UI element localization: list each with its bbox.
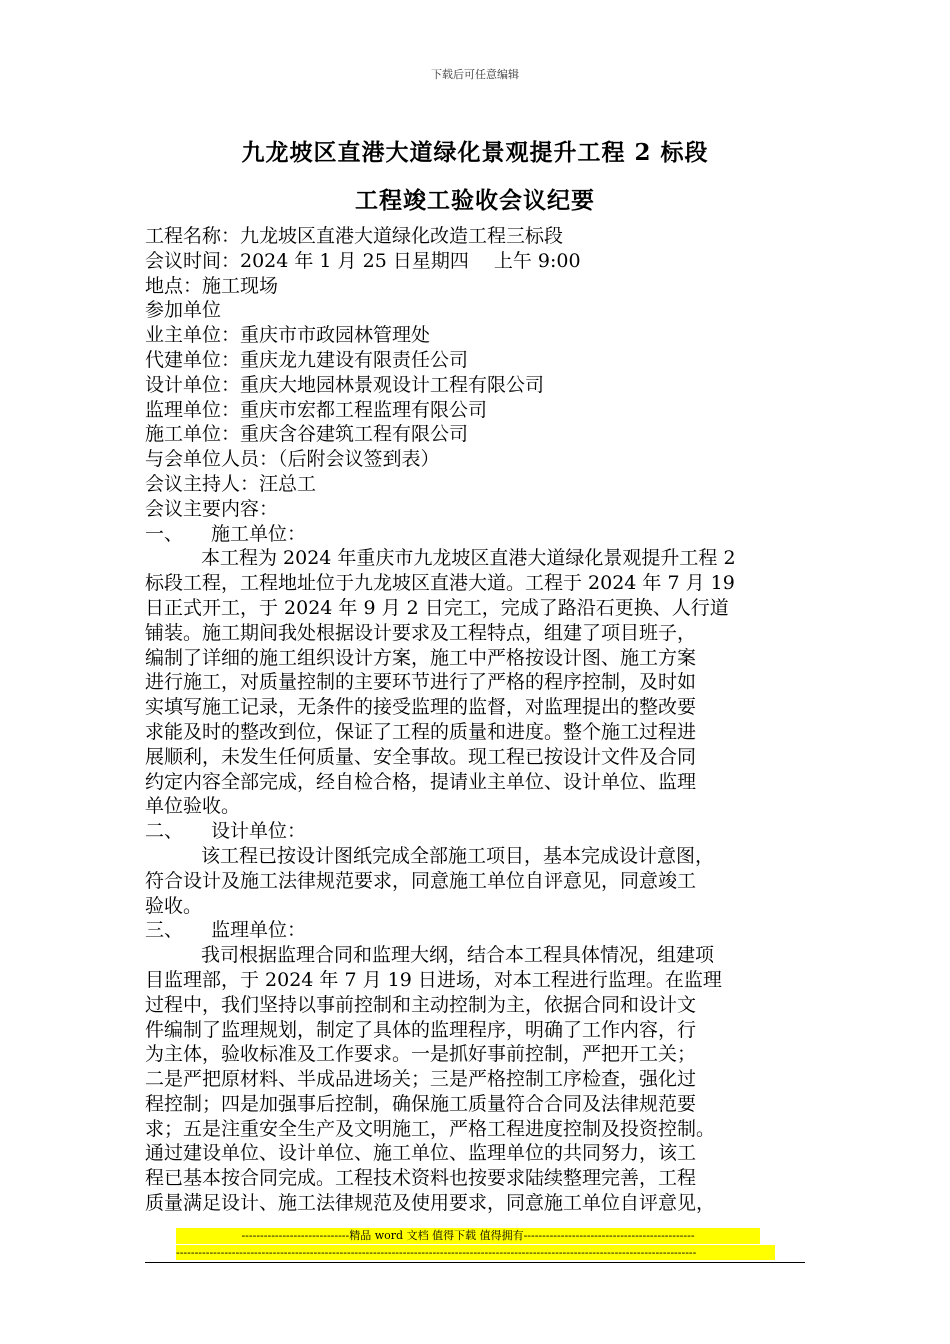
paragraph-line: 进行施工，对质量控制的主要环节进行了严格的程序控制，及时如 — [145, 671, 697, 694]
footer-divider — [145, 1262, 805, 1263]
info-construction-unit: 施工单位：重庆含谷建筑工程有限公司 — [145, 423, 469, 446]
paragraph-line: 为主体，验收标准及工作要求。一是抓好事前控制，严把开工关； — [145, 1043, 697, 1066]
footer-banner-line-2: -------------------------------------------------------------------------------------------------------------------------------------------- — [176, 1245, 775, 1260]
paragraph-line: 目监理部，于 2024 年 7 月 19 日进场，对本工程进行监理。在监理 — [145, 968, 722, 991]
info-participants-heading: 参加单位 — [145, 299, 222, 322]
paragraph-line: 该工程已按设计图纸完成全部施工项目，基本完成设计意图， — [201, 844, 715, 867]
footer-banner-line-1: -----------------------------精品 word 文档 值得下载 值得拥有---------------------------------------------- — [176, 1228, 760, 1244]
paragraph-line: 我司根据监理合同和监理大纲，结合本工程具体情况，组建项 — [201, 944, 715, 967]
section-heading-supervision — [145, 918, 810, 943]
paragraph-line: 程已基本按合同完成。工程技术资料也按要求陆续整理完善，工程 — [145, 1167, 697, 1190]
paragraph-line: 编制了详细的施工组织设计方案，施工中严格按设计图、施工方案 — [145, 646, 697, 669]
paragraph-line: 实填写施工记录，无条件的接受监理的监督，对监理提出的整改要 — [145, 696, 697, 719]
info-agent-unit: 代建单位：重庆龙九建设有限责任公司 — [145, 348, 469, 371]
paragraph-line: 求能及时的整改到位，保证了工程的质量和进度。整个施工过程进 — [145, 720, 697, 743]
info-host: 会议主持人：汪总工 — [145, 472, 317, 495]
paragraph-line: 约定内容全部完成，经自检合格，提请业主单位、设计单位、监理 — [145, 770, 697, 793]
section-number: 二、 — [145, 820, 184, 843]
paragraph-line: 通过建设单位、设计单位、施工单位、监理单位的共同努力，该工 — [145, 1142, 697, 1165]
paragraph-line: 质量满足设计、施工法律规范及使用要求，同意施工单位自评意见， — [145, 1192, 716, 1215]
paragraph-line: 程控制；四是加强事后控制，确保施工质量符合合同及法律规范要 — [145, 1092, 697, 1115]
info-location: 地点：施工现场 — [145, 274, 279, 297]
section-heading-text: 施工单位： — [211, 522, 307, 545]
paragraph-line: 求；五是注重安全生产及文明施工，严格工程进度控制及投资控制。 — [145, 1117, 716, 1140]
paragraph-line: 展顺利，未发生任何质量、安全事故。现工程已按设计文件及合同 — [145, 745, 697, 768]
paragraph-line: 标段工程，工程地址位于九龙坡区直港大道。工程于 2024 年 7 月 19 — [145, 572, 735, 595]
page-header-note: 下载后可任意编辑 — [431, 68, 519, 81]
info-supervision-unit: 监理单位：重庆市宏都工程监理有限公司 — [145, 398, 488, 421]
section-number: 一、 — [145, 522, 184, 545]
document-body — [145, 224, 810, 1216]
info-owner-unit: 业主单位：重庆市市政园林管理处 — [145, 324, 431, 347]
paragraph-line: 符合设计及施工法律规范要求，同意施工单位自评意见，同意竣工 — [145, 869, 697, 892]
info-attendees: 与会单位人员：（后附会议签到表） — [145, 448, 440, 471]
info-meeting-time: 会议时间：2024 年 1 月 25 日星期四 上午 9:00 — [145, 249, 581, 272]
section-number: 三、 — [145, 919, 184, 942]
paragraph-line: 铺装。施工期间我处根据设计要求及工程特点，组建了项目班子， — [145, 621, 697, 644]
paragraph-line: 日正式开工，于 2024 年 9 月 2 日完工，完成了路沿石更换、人行道 — [145, 596, 729, 619]
document-title-line-1: 九龙坡区直港大道绿化景观提升工程 2 标段 — [241, 139, 709, 166]
paragraph-line: 件编制了监理规划，制定了具体的监理程序，明确了工作内容，行 — [145, 1018, 697, 1041]
section-heading-construction — [145, 522, 810, 547]
paragraph-line: 本工程为 2024 年重庆市九龙坡区直港大道绿化景观提升工程 2 — [201, 547, 736, 570]
section-heading-design — [145, 819, 810, 844]
paragraph-line: 二是严把原材料、半成品进场关；三是严格控制工序检查，强化过 — [145, 1068, 697, 1091]
info-main-content: 会议主要内容： — [145, 497, 279, 520]
section-heading-text: 监理单位： — [211, 919, 307, 942]
document-title-line-2: 工程竣工验收会议纪要 — [355, 187, 595, 214]
paragraph-line: 验收。 — [145, 894, 203, 917]
paragraph-line: 过程中，我们坚持以事前控制和主动控制为主，依据合同和设计文 — [145, 993, 697, 1016]
paragraph-line: 单位验收。 — [145, 795, 241, 818]
info-project-name: 工程名称：九龙坡区直港大道绿化改造工程三标段 — [145, 225, 564, 247]
info-design-unit: 设计单位：重庆大地园林景观设计工程有限公司 — [145, 373, 545, 396]
section-heading-text: 设计单位： — [211, 820, 307, 843]
